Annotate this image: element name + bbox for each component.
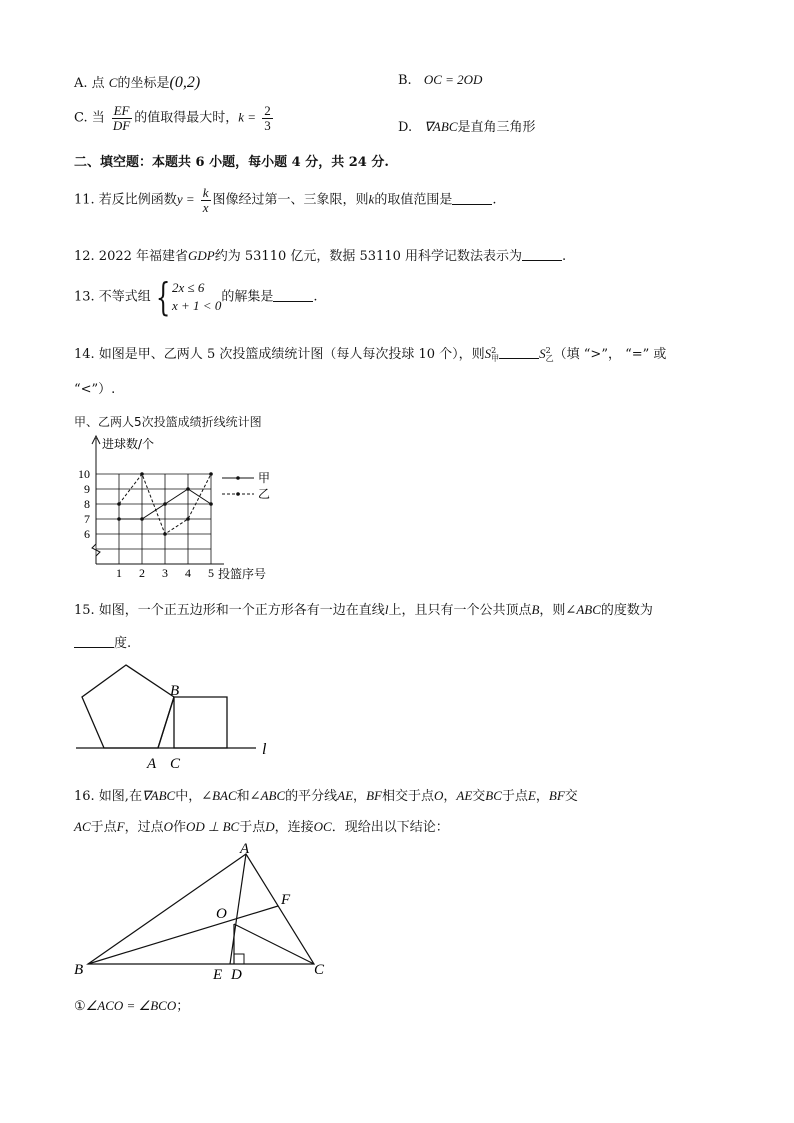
q16-line1-seg-11: O	[433, 788, 444, 803]
option-c-fraction	[111, 104, 132, 132]
y-tick-7: 7	[84, 512, 90, 526]
q14-s1: S	[484, 346, 492, 361]
q14-text-a: 14. 如图是甲、乙两人 5 次投篮成绩统计图（每人每次投球 10 个），则	[74, 347, 485, 362]
q12-text-a: 12. 2022 年福建省	[74, 249, 189, 264]
option-c-denominator: DF	[112, 117, 131, 133]
option-c-k: k =	[238, 109, 257, 125]
legend-marker-乙	[236, 492, 240, 496]
q16-line1-seg-6: 的平分线	[285, 789, 338, 804]
q13-ineq-1: 2x ≤ 6	[172, 280, 205, 296]
option-b-expr: OC = 2OD	[423, 72, 483, 87]
q15-text-c: ，则∠	[539, 603, 577, 618]
q12-answer-blank[interactable]	[522, 248, 562, 261]
q11-denominator: x	[202, 199, 209, 215]
label-l: l	[262, 741, 267, 758]
q16-line1-seg-1: ∇ABC	[141, 788, 176, 803]
label-B: B	[170, 683, 180, 699]
q12-gdp: GDP	[188, 248, 215, 263]
y-tick-6: 6	[84, 527, 90, 541]
point-乙-5	[209, 472, 213, 476]
option-d-triangle: ∇ABC	[424, 119, 458, 134]
q16-line1-seg-13: AE	[456, 788, 473, 803]
q14-text-b: （填 “>”， “=” 或	[553, 347, 667, 362]
q16-line1-seg-10: 相交于点	[381, 789, 434, 804]
q15-text-b: 上，且只有一个公共顶点	[388, 603, 532, 618]
q16-line2-seg-4: O	[163, 819, 173, 834]
right-angle-mark	[234, 954, 244, 964]
q14-s1-sub: 甲	[491, 353, 500, 363]
q13-end: .	[313, 289, 318, 305]
conclusion-1-num: ①	[74, 999, 86, 1014]
option-d	[398, 116, 536, 135]
question-15-line-2	[74, 632, 131, 651]
q16-line2-seg-7: 于点	[239, 820, 266, 835]
q11-fraction	[201, 186, 211, 214]
q16-line2-seg-2: F	[116, 819, 125, 834]
option-c-numerator: EF	[113, 103, 130, 118]
q13-answer-blank[interactable]	[273, 289, 313, 302]
option-a-var: C	[108, 75, 118, 90]
q16-line1-seg-2: 中，∠	[175, 789, 213, 804]
bisector-bf	[88, 906, 278, 964]
question-16-line-1	[74, 785, 578, 804]
q15-text-a: 15. 如图，一个正五边形和一个正方形各有一边在直线	[74, 603, 385, 618]
question-13	[74, 275, 318, 319]
y-tick-9: 9	[84, 482, 90, 496]
q16-line1-seg-20: 交	[564, 789, 578, 804]
option-c	[74, 104, 275, 132]
option-c-k-numerator: 2	[264, 103, 271, 118]
point-甲-1	[117, 517, 121, 521]
q16-line2-seg-3: ，过点	[124, 820, 164, 835]
label-E: E	[213, 967, 223, 983]
option-a-value: (0,2)	[169, 74, 201, 91]
q15-text-d: 的度数为	[600, 603, 653, 618]
question-14-line-1	[74, 343, 666, 363]
q14-answer-blank[interactable]	[499, 346, 539, 359]
x-axis-label: 投篮序号	[218, 567, 267, 581]
legend-marker-甲	[236, 476, 240, 480]
q16-line1-seg-3: BAC	[212, 788, 237, 803]
point-甲-2	[140, 517, 144, 521]
q12-text-b: 约为 53110 亿元，数据 53110 用科学记数法表示为	[214, 249, 522, 264]
q16-line2-seg-5: 作	[173, 820, 187, 835]
q16-line1-seg-12: ，	[443, 789, 457, 804]
q16-line1-seg-16: 于点	[501, 789, 528, 804]
q13-text-a: 13. 不等式组	[74, 289, 151, 305]
q13-ineq-2: x + 1 < 0	[172, 298, 222, 313]
x-tick-3: 3	[162, 566, 168, 580]
q16-line2-seg-9: ，连接	[274, 820, 314, 835]
q13-brace: {	[155, 275, 171, 319]
q16-line2-seg-10: OC	[313, 819, 332, 834]
q16-line2-seg-11: ．现给出以下结论：	[331, 820, 449, 835]
x-tick-4: 4	[185, 566, 191, 580]
q14-s2-sup: 2	[545, 345, 551, 355]
option-b	[398, 72, 482, 88]
q14-s1-scripts	[491, 347, 499, 363]
point-乙-1	[117, 502, 121, 506]
q16-line2-seg-6: OD ⊥ BC	[186, 819, 240, 834]
y-tick-10: 10	[78, 467, 90, 481]
question-11	[74, 186, 496, 214]
chart-labels	[78, 436, 266, 581]
q16-line1-seg-15: BC	[485, 788, 502, 803]
q16-line2-seg-1: 于点	[90, 820, 117, 835]
q11-k: k	[368, 191, 375, 207]
point-乙-2	[140, 472, 144, 476]
q15-B: B	[531, 602, 540, 617]
q14-s2-sub: 乙	[545, 353, 554, 363]
q15-abc: ABC	[576, 602, 601, 617]
y-tick-8: 8	[84, 497, 90, 511]
option-c-k-denominator: 3	[264, 117, 271, 133]
option-d-suffix: 是直角三角形	[457, 120, 536, 135]
question-14-line-2: “<”）.	[74, 382, 116, 397]
option-b-prefix: B.	[398, 73, 412, 88]
x-tick-1: 1	[116, 566, 122, 580]
label-A: A	[147, 756, 157, 772]
q11-text-c: 的取值范围是	[374, 192, 453, 208]
q13-text-b: 的解集是	[221, 289, 274, 305]
q16-line1-seg-0: 16. 如图,在	[74, 789, 142, 804]
option-d-prefix: D.	[398, 120, 413, 135]
question-15-line-1	[74, 599, 653, 618]
q16-line1-seg-14: 交	[472, 789, 486, 804]
q11-numerator: k	[202, 185, 209, 200]
q14-s2: S	[539, 346, 546, 361]
x-tick-2: 2	[139, 566, 145, 580]
question-16-line-2	[74, 816, 449, 835]
option-c-mid: 的值取得最大时，	[134, 110, 239, 126]
q11-end: .	[492, 192, 497, 208]
conclusion-1-expr: ∠ACO = ∠BCO	[85, 998, 177, 1013]
point-乙-4	[186, 517, 190, 521]
q15-text-e: 度.	[114, 636, 132, 651]
option-c-prefix: C. 当	[74, 110, 105, 126]
bisector-ae	[230, 854, 246, 964]
q15-l: l	[384, 602, 389, 617]
figure-15	[74, 660, 294, 775]
q16-line1-seg-4: 和∠	[236, 789, 261, 804]
q16-line1-seg-8: ，	[353, 789, 367, 804]
q16-line1-seg-7: AE	[337, 788, 354, 803]
q11-text-b: 图像经过第一、三象限，则	[212, 192, 369, 208]
square	[174, 697, 227, 748]
figure-16	[74, 838, 344, 983]
y-axis-label: 进球数/个	[102, 437, 155, 451]
option-a-mid: 的坐标是	[117, 76, 170, 91]
option-a	[74, 72, 200, 92]
x-tick-5: 5	[208, 566, 214, 580]
q16-line2-seg-8: D	[265, 819, 275, 834]
q11-answer-blank[interactable]	[452, 192, 492, 205]
label-B: B	[74, 962, 84, 978]
option-a-prefix: A. 点	[74, 76, 105, 91]
line-chart	[74, 432, 294, 582]
legend-label-乙: 乙	[258, 487, 271, 501]
q16-line1-seg-18: ，	[535, 789, 549, 804]
q11-y: y =	[176, 191, 195, 207]
option-c-k-fraction	[262, 104, 273, 132]
q16-line2-seg-0: AC	[74, 819, 91, 834]
label-A: A	[240, 841, 250, 857]
q16-line1-seg-5: ABC	[260, 788, 286, 803]
q14-s1-sup: 2	[491, 345, 497, 355]
q16-line1-seg-17: E	[527, 788, 536, 803]
point-甲-4	[186, 487, 190, 491]
q11-text-a: 11. 若反比例函数	[74, 192, 177, 208]
pentagon	[82, 665, 174, 748]
q14-s2-scripts	[546, 347, 554, 363]
conclusion-1-end: ；	[176, 999, 190, 1014]
label-C: C	[314, 962, 325, 978]
q12-end: .	[562, 249, 567, 264]
question-12	[74, 245, 566, 264]
q13-system	[172, 279, 221, 314]
label-F: F	[281, 892, 291, 908]
label-D: D	[231, 967, 242, 983]
chart-title: 甲、乙两人5次投篮成绩折线统计图	[74, 415, 262, 429]
point-乙-3	[163, 532, 167, 536]
q15-answer-blank[interactable]	[74, 635, 114, 648]
conclusion-1	[74, 995, 189, 1014]
label-O: O	[216, 906, 227, 922]
point-甲-5	[209, 502, 213, 506]
chart-grid	[96, 474, 211, 564]
point-甲-3	[163, 502, 167, 506]
q16-line1-seg-9: BF	[366, 788, 382, 803]
legend-label-甲: 甲	[258, 471, 271, 485]
chart-legend	[222, 471, 270, 501]
label-C: C	[170, 756, 181, 772]
q16-line1-seg-19: BF	[548, 788, 565, 803]
section-2-heading: 二、填空题：本题共 6 小题，每小题 4 分，共 24 分.	[74, 155, 389, 170]
segment-ab	[158, 697, 174, 748]
